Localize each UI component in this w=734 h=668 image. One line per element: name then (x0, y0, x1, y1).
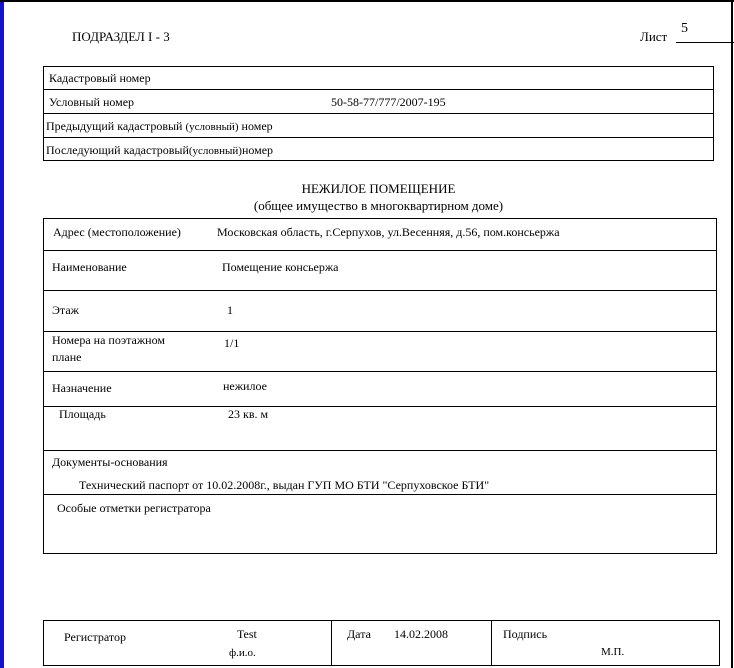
name-label: Наименование (52, 260, 127, 274)
conditional-number-value: 50-58-77/777/2007-195 (331, 95, 446, 109)
name-value: Помещение консьержа (222, 260, 339, 274)
details-row-divider (43, 494, 717, 495)
cadastral-row-divider (43, 89, 714, 90)
purpose-value: нежилое (223, 379, 267, 393)
sheet-number-underline (676, 42, 734, 43)
signature-label: Подпись (503, 627, 548, 641)
object-subtitle: (общее имущество в многоквартирном доме) (253, 198, 504, 213)
details-row-divider (43, 331, 717, 332)
sheet-label: Лист (640, 29, 668, 44)
address-value: Московская область, г.Серпухов, ул.Весенняя, д.56, пом.консьержа (217, 225, 560, 239)
area-value: 23 кв. м (228, 407, 269, 421)
signature-table (43, 620, 720, 666)
next-number-label-small: (условный) (188, 145, 242, 157)
details-row-divider (43, 450, 717, 451)
signature-column-divider (491, 620, 492, 666)
stamp-caption: М.П. (601, 646, 625, 658)
floor-value: 1 (227, 303, 233, 317)
plan-numbers-value: 1/1 (224, 336, 240, 350)
window-right-border (731, 0, 733, 668)
conditional-number-label: Условный номер (49, 95, 135, 109)
area-label: Площадь (59, 407, 106, 421)
cadastral-row-divider (43, 137, 714, 138)
details-row-divider (43, 371, 717, 372)
previous-number-label (46, 120, 273, 133)
object-title: НЕЖИЛОЕ ПОМЕЩЕНИЕ (301, 181, 456, 196)
sheet-number: 5 (681, 21, 688, 36)
purpose-label: Назначение (52, 381, 112, 395)
cadastral-row-divider (43, 113, 714, 114)
details-row-divider (43, 406, 717, 407)
window-left-border (0, 0, 4, 668)
previous-number-label-prefix: Предыдущий кадастровый (46, 119, 186, 133)
documents-label: Документы-основания (52, 455, 168, 469)
plan-numbers-label-line1: Номера на поэтажном (52, 333, 165, 347)
previous-number-label-suffix: номер (238, 119, 273, 133)
address-label: Адрес (местоположение) (53, 225, 181, 239)
registrar-label: Регистратор (64, 630, 127, 644)
window-top-border (0, 0, 734, 2)
date-value: 14.02.2008 (394, 627, 448, 641)
details-row-divider (43, 290, 717, 291)
next-number-label (46, 144, 273, 157)
next-number-label-suffix: номер (241, 143, 274, 157)
date-label: Дата (347, 627, 371, 641)
floor-label: Этаж (52, 303, 79, 317)
special-notes-label: Особые отметки регистратора (57, 501, 211, 515)
documents-value: Технический паспорт от 10.02.2008г., выдан ГУП МО БТИ "Серпуховское БТИ" (79, 478, 490, 492)
next-number-label-prefix: Последующий кадастровый (46, 143, 189, 157)
previous-number-label-small: (условный) (185, 121, 239, 133)
signature-column-divider (331, 620, 332, 666)
details-row-divider (43, 250, 717, 251)
plan-numbers-label-line2: плане (52, 350, 82, 364)
subsection-title: ПОДРАЗДЕЛ I - 3 (72, 29, 170, 44)
registrar-name: Test (237, 627, 257, 641)
registrar-caption: ф.и.о. (229, 647, 256, 659)
cadastral-number-label: Кадастровый номер (49, 71, 151, 85)
